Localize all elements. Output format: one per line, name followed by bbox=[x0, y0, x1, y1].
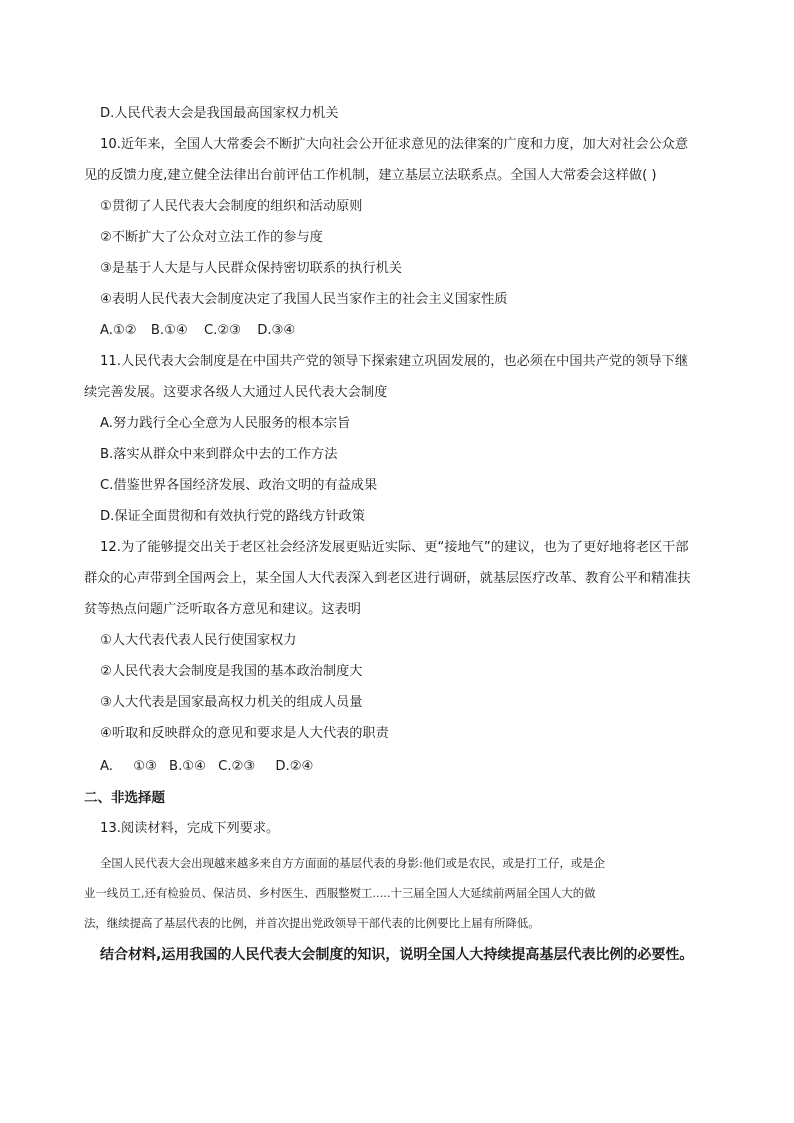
q11-option-a: A.努力践行全心全意为人民服务的根本宗旨 bbox=[100, 416, 351, 431]
q10-choice-a: A.①② bbox=[100, 323, 137, 338]
q10-stem-line1: 10.近年来，全国人大常委会不断扩大向社会公开征求意见的法律案的广度和力度，加大对社会公众意 bbox=[100, 137, 689, 152]
q12-choice-a-label: A. bbox=[100, 759, 113, 774]
q12-choice-b: B.①④ bbox=[169, 759, 206, 774]
q11-option-c: C.借鉴世界各国经济发展、政治文明的有益成果 bbox=[100, 478, 378, 493]
q13-stem: 13.阅读材料，完成下列要求。 bbox=[100, 821, 280, 836]
q12-item-3: ③人大代表是国家最高权力机关的组成人员量 bbox=[100, 695, 363, 710]
q10-choice-d: D.③④ bbox=[257, 323, 296, 338]
q10-choices bbox=[100, 322, 295, 340]
q12-choice-a: ①③ bbox=[133, 759, 157, 774]
q12-choice-c: C.②③ bbox=[218, 759, 256, 774]
q12-item-1: ①人大代表代表人民行使国家权力 bbox=[100, 633, 297, 648]
q13-material-line1: 全国人民代表大会出现越来越多来自方方面面的基层代表的身影:他们或是农民，或是打工仔，或是企 bbox=[100, 856, 606, 870]
q10-item-4: ④表明人民代表大会制度决定了我国人民当家作主的社会主义国家性质 bbox=[100, 292, 508, 307]
q13-question: 结合材料,运用我国的人民代表大会制度的知识，说明全国人大持续提高基层代表比例的必要性。 bbox=[100, 947, 694, 963]
q12-stem-line2: 群众的心声带到全国两会上，某全国人大代表深入到老区进行调研，就基层医疗改革、教育公平和精准扶 bbox=[84, 571, 691, 586]
q11-stem-line2: 续完善发展。这要求各级人大通过人民代表大会制度 bbox=[84, 385, 388, 400]
q9-option-d: D.人民代表大会是我国最高国家权力机关 bbox=[100, 106, 339, 121]
q10-stem-line2: 见的反馈力度,建立健全法律出台前评估工作机制，建立基层立法联系点。全国人大常委会这样做( ) bbox=[84, 168, 657, 183]
q11-stem-line1: 11.人民代表大会制度是在中国共产党的领导下探索建立巩固发展的，也必须在中国共产党的领导下继 bbox=[100, 354, 689, 369]
q13-material-line2: 业一线员工,还有检验员、保洁员、乡村医生、西服整熨工.....十三届全国人大延续前两届全国人大的做 bbox=[84, 886, 596, 900]
section-title: 二、非选择题 bbox=[84, 790, 165, 806]
q12-stem-line3: 贫等热点问题广泛听取各方意见和建议。这表明 bbox=[84, 602, 361, 617]
q10-item-3: ③是基于人大是与人民群众保持密切联系的执行机关 bbox=[100, 261, 402, 276]
q10-choice-c: C.②③ bbox=[203, 323, 241, 338]
q12-choices bbox=[100, 758, 313, 776]
q10-choice-b: B.①④ bbox=[150, 323, 188, 338]
q12-item-2: ②人民代表大会制度是我国的基本政治制度大 bbox=[100, 664, 363, 679]
q12-item-4: ④听取和反映群众的意见和要求是人大代表的职责 bbox=[100, 726, 389, 741]
q12-choice-d: D.②④ bbox=[275, 759, 314, 774]
q13-material-line3: 法，继续提高了基层代表的比例，并首次提出党政领导干部代表的比例要比上届有所降低。 bbox=[84, 916, 540, 930]
q10-item-1: ①贯彻了人民代表大会制度的组织和活动原则 bbox=[100, 199, 363, 214]
q11-option-d: D.保证全面贯彻和有效执行党的路线方针政策 bbox=[100, 509, 365, 524]
q12-stem-line1: 12.为了能够提交出关于老区社会经济发展更贴近实际、更“接地气”的建议，也为了更好地将老区干部 bbox=[100, 540, 689, 555]
q11-option-b: B.落实从群众中来到群众中去的工作方法 bbox=[100, 447, 338, 462]
q10-item-2: ②不断扩大了公众对立法工作的参与度 bbox=[100, 230, 323, 245]
